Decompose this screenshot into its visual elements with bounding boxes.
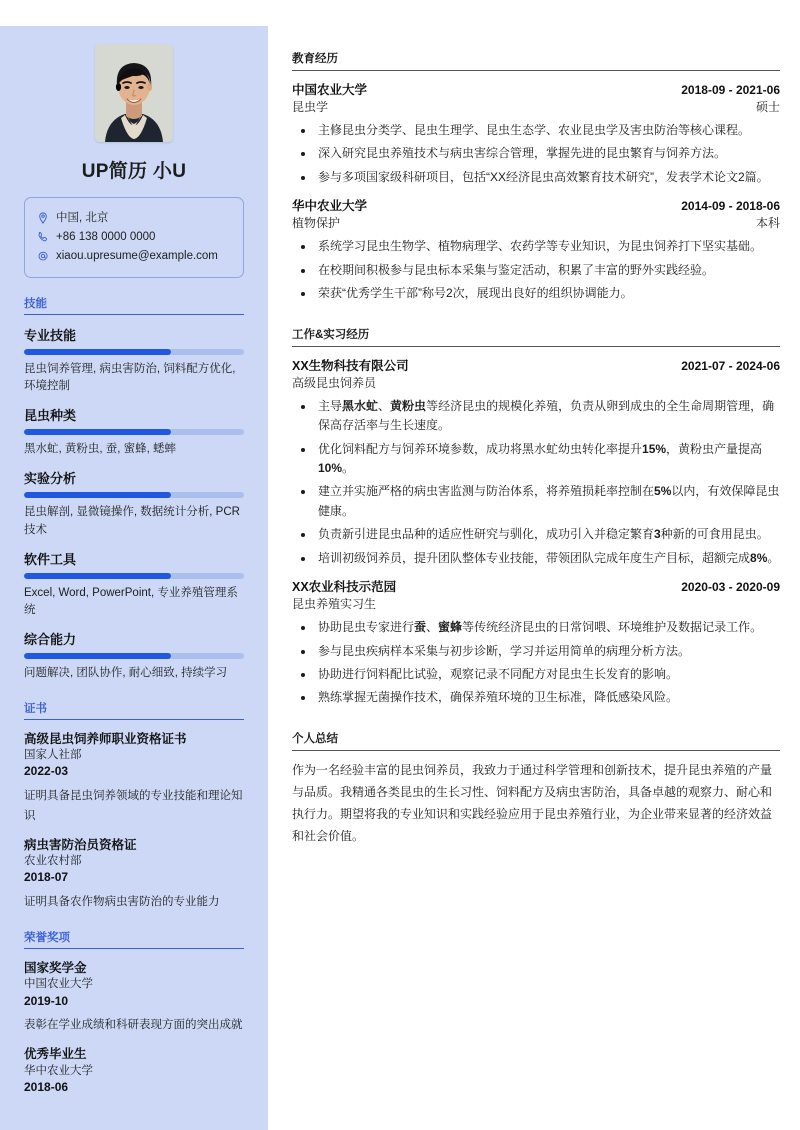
- awards-list: [24, 960, 244, 1095]
- skill-name: 实验分析: [24, 471, 77, 487]
- skill-progress-track: [24, 653, 244, 659]
- entry-subtitle: 昆虫学: [292, 100, 329, 114]
- skill-description: 问题解决, 团队协作, 耐心细致, 持续学习: [24, 667, 228, 680]
- bullet-item: 参与昆虫疾病样本采集与初步诊断，学习并运用简单的病理分析方法。: [292, 642, 780, 661]
- skill-item: [24, 405, 244, 458]
- contact-location-value: 中国, 北京: [56, 211, 109, 224]
- credential-org: 农业农村部: [24, 855, 82, 868]
- credential-item: [24, 837, 244, 912]
- skill-progress-fill: [24, 349, 171, 355]
- bullet-item: 协助进行饲料配比试验，观察记录不同配方对昆虫生长发育的影响。: [292, 665, 780, 684]
- skill-progress-track: [24, 349, 244, 355]
- entry-qualifier: 硕士: [755, 100, 780, 114]
- credential-org: 华中农业大学: [24, 1064, 93, 1077]
- entry-header: [292, 196, 780, 214]
- credential-date: 2018-06: [24, 1079, 69, 1094]
- skill-progress-track: [24, 429, 244, 435]
- credential-date: 2022-03: [24, 763, 69, 778]
- contact-email[interactable]: [35, 249, 233, 265]
- education-entries: [292, 80, 780, 304]
- skill-description: 昆虫饲养管理, 病虫害防治, 饲料配方优化, 环境控制: [24, 362, 236, 392]
- entry-date: 2018-09 - 2021-06: [681, 83, 780, 97]
- location-pin-icon: [35, 212, 50, 224]
- skill-item: [24, 549, 244, 620]
- section-title-work: 工作&实习经历: [292, 326, 780, 347]
- entry-bullets: [292, 618, 780, 708]
- entry-bullets: [292, 397, 780, 569]
- skill-description: 黑水虻, 黄粉虫, 蚕, 蜜蜂, 蟋蟀: [24, 443, 177, 456]
- credential-item: [24, 1046, 244, 1095]
- work-entries: [292, 356, 780, 708]
- skill-progress-track: [24, 492, 244, 498]
- sidebar-section-title-certificates: 证书: [24, 700, 244, 720]
- skill-item: [24, 468, 244, 539]
- skill-progress-fill: [24, 653, 171, 659]
- credential-description: 证明具备昆虫饲养领域的专业技能和理论知识: [24, 789, 243, 822]
- phone-icon: [35, 231, 50, 243]
- portrait-photo-icon: [95, 44, 173, 142]
- avatar: [95, 44, 173, 142]
- credential-date: 2018-07: [24, 870, 69, 885]
- entry-subheader: [292, 595, 780, 612]
- entry-title: XX生物科技有限公司: [292, 358, 409, 373]
- entry-header: [292, 80, 780, 98]
- section-summary: [292, 730, 780, 848]
- entry-bullets: [292, 121, 780, 187]
- sidebar-section-title-awards: 荣誉奖项: [24, 929, 244, 949]
- bullet-item: 在校期间积极参与昆虫标本采集与鉴定活动，积累了丰富的野外实践经验。: [292, 261, 780, 280]
- contact-location[interactable]: [35, 211, 233, 227]
- email-at-icon: [35, 250, 50, 262]
- entry-date: 2020-03 - 2020-09: [681, 580, 780, 595]
- entry-subheader: [292, 214, 780, 231]
- bullet-item: 荣获“优秀学生干部”称号2次，展现出良好的组织协调能力。: [292, 284, 780, 303]
- skill-item: [24, 325, 244, 396]
- credential-title: 病虫害防治员资格证: [24, 837, 137, 852]
- section-education: [292, 50, 780, 304]
- entry-header: [292, 356, 780, 374]
- bullet-item: 主修昆虫分类学、昆虫生理学、昆虫生态学、农业昆虫学及害虫防治等核心课程。: [292, 121, 780, 140]
- experience-entry: [292, 80, 780, 187]
- entry-subtitle: 高级昆虫饲养员: [292, 375, 377, 390]
- experience-entry: [292, 196, 780, 303]
- skill-description: Excel, Word, PowerPoint, 专业养殖管理系统: [24, 586, 238, 617]
- summary-text: 作为一名经验丰富的昆虫饲养员，我致力于通过科学管理和创新技术，提升昆虫养殖的产量与品质。我精通各类昆虫的生长习性、饲料配方及病虫害防治，具备卓越的观察力、耐心和执行力。期望将我的专业知识和实践经验应用于昆虫养殖行业，为企业带来显著的经济效益和社会价值。: [292, 762, 773, 844]
- entry-subheader: [292, 374, 780, 391]
- section-title-education: 教育经历: [292, 50, 780, 71]
- entry-title: XX农业科技示范园: [292, 580, 397, 595]
- credential-date: 2019-10: [24, 993, 69, 1008]
- bullet-item: 系统学习昆虫生物学、植物病理学、农药学等专业知识，为昆虫饲养打下坚实基础。: [292, 237, 780, 256]
- skill-item: [24, 629, 244, 682]
- sidebar: [0, 26, 268, 1130]
- entry-subtitle: 昆虫养殖实习生: [292, 597, 377, 612]
- bullet-item: 优化饲料配方与饲养环境参数，成功将黑水虻幼虫转化率提升15%，黄粉虫产量提高10%。: [292, 440, 780, 479]
- sidebar-section-title-skills: 技能: [24, 295, 244, 315]
- experience-entry: [292, 356, 780, 569]
- credential-item: [24, 960, 244, 1035]
- credential-org: 国家人社部: [24, 748, 82, 761]
- credential-title: 国家奖学金: [24, 961, 87, 976]
- bullet-item: 协助昆虫专家进行蚕、蜜蜂等传统经济昆虫的日常饲喂、环境维护及数据记录工作。: [292, 618, 780, 637]
- skill-name: 综合能力: [24, 632, 77, 648]
- credential-description: 表彰在学业成绩和科研表现方面的突出成就: [24, 1019, 243, 1032]
- skill-progress-track: [24, 573, 244, 579]
- skill-progress-fill: [24, 573, 171, 579]
- credential-item: [24, 731, 244, 826]
- bullet-item: 培训初级饲养员，提升团队整体专业技能，带领团队完成年度生产目标，超额完成8%。: [292, 549, 780, 568]
- main-content: [292, 26, 780, 852]
- section-work: [292, 326, 780, 708]
- bullet-item: 负责新引进昆虫品种的适应性研究与驯化，成功引入并稳定繁育3种新的可食用昆虫。: [292, 525, 780, 544]
- skill-name: 软件工具: [24, 551, 77, 567]
- entry-title: 华中农业大学: [292, 199, 368, 214]
- avatar-wrapper: [24, 44, 244, 142]
- entry-qualifier: 本科: [755, 216, 780, 231]
- bullet-item: 参与多项国家级科研项目，包括“XX经济昆虫高效繁育技术研究”，发表学术论文2篇。: [292, 168, 780, 187]
- credential-description: 证明具备农作物病虫害防治的专业能力: [24, 896, 220, 909]
- entry-date: 2014-09 - 2018-06: [681, 199, 780, 214]
- skill-name: 昆虫种类: [24, 408, 77, 424]
- credential-title: 高级昆虫饲养师职业资格证书: [24, 731, 187, 746]
- credential-org: 中国农业大学: [24, 978, 93, 991]
- experience-entry: [292, 577, 780, 708]
- bullet-item: 深入研究昆虫养殖技术与病虫害综合管理，掌握先进的昆虫繁育与饲养方法。: [292, 144, 780, 163]
- contact-phone[interactable]: [35, 230, 233, 246]
- section-title-summary: 个人总结: [292, 730, 780, 751]
- skills-list: [24, 325, 244, 683]
- skill-name: 专业技能: [24, 327, 77, 343]
- skill-progress-fill: [24, 429, 171, 435]
- skill-progress-fill: [24, 492, 171, 498]
- entry-date: 2021-07 - 2024-06: [681, 358, 780, 373]
- credential-title: 优秀毕业生: [24, 1047, 87, 1062]
- person-name: UP简历 小U: [81, 161, 187, 182]
- entry-subtitle: 植物保护: [292, 216, 341, 231]
- contact-email-value: xiaou.upresume@example.com: [56, 249, 218, 262]
- bullet-item: 主导黑水虻、黄粉虫等经济昆虫的规模化养殖，负责从卵到成虫的全生命周期管理，确保高存活率与生长速度。: [292, 397, 780, 436]
- certificates-list: [24, 731, 244, 913]
- entry-title: 中国农业大学: [292, 83, 368, 97]
- entry-bullets: [292, 237, 780, 303]
- contact-box: [24, 197, 244, 278]
- entry-subheader: [292, 98, 780, 115]
- entry-header: [292, 577, 780, 595]
- bullet-item: 熟练掌握无菌操作技术，确保养殖环境的卫生标准，降低感染风险。: [292, 688, 780, 707]
- bullet-item: 建立并实施严格的病虫害监测与防治体系，将养殖损耗率控制在5%以内，有效保障昆虫健康。: [292, 482, 780, 521]
- skill-description: 昆虫解剖, 显微镜操作, 数据统计分析, PCR技术: [24, 506, 240, 536]
- contact-phone-value: +86 138 0000 0000: [56, 230, 156, 243]
